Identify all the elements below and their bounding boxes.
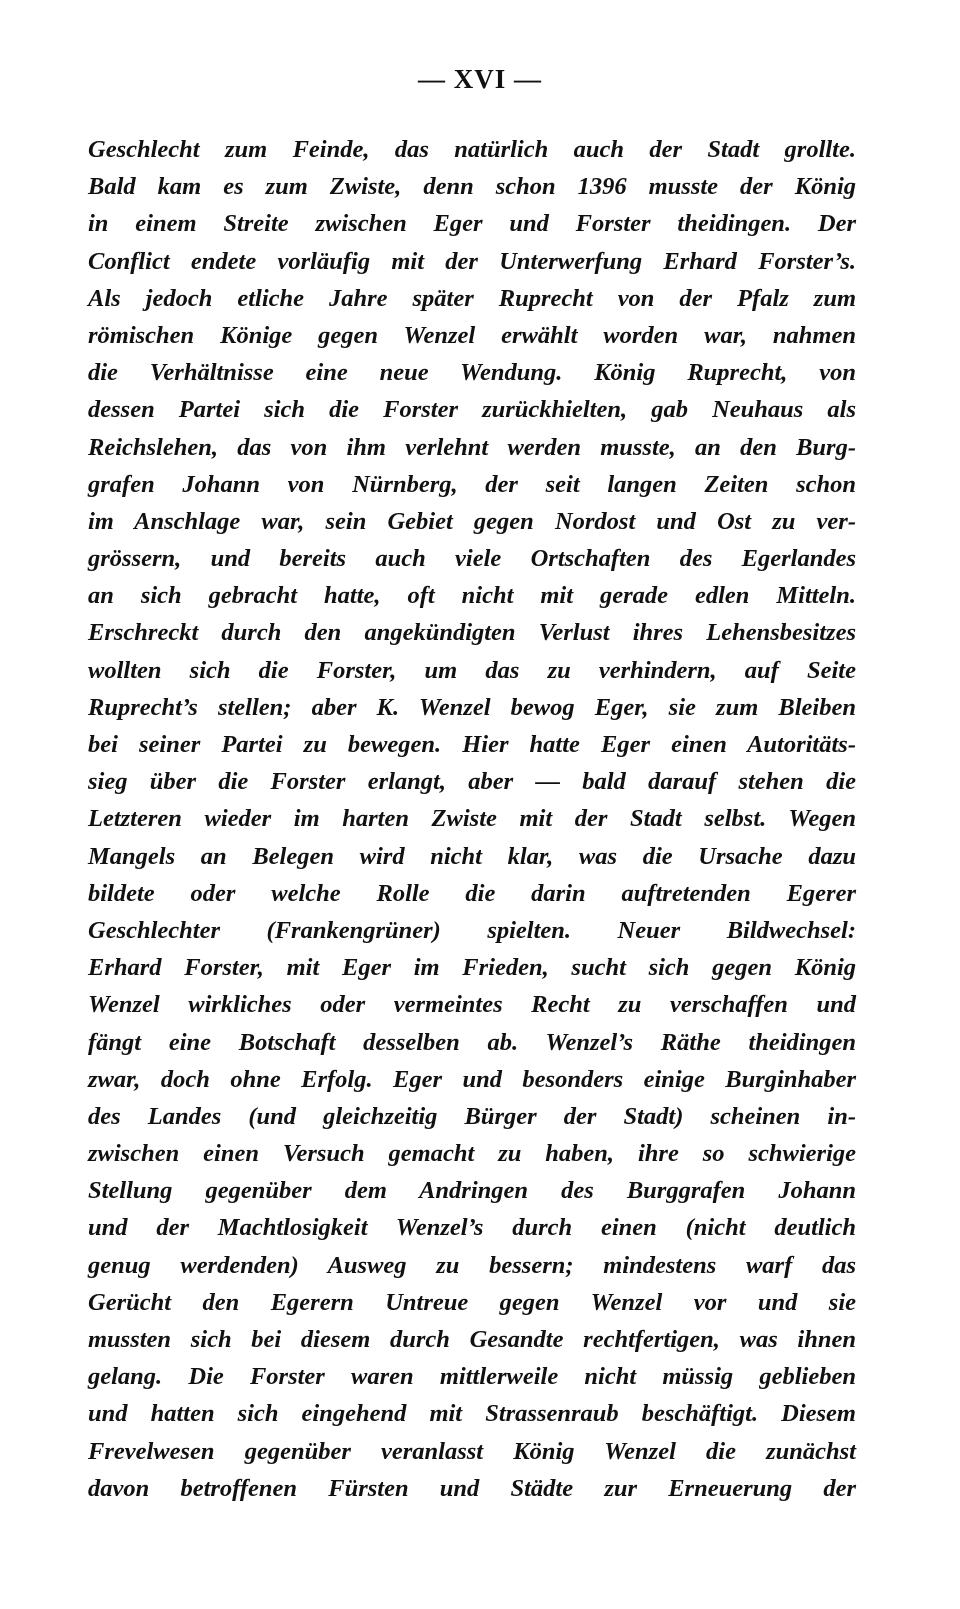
text-line: Frevelwesen gegenüber veranlasst König Wenzel die zunächst — [88, 1437, 856, 1465]
text-line: Mangels an Belegen wird nicht klar, was die Ursache dazu — [88, 842, 856, 870]
text-line: fängt eine Botschaft desselben ab. Wenzel’s Räthe theidingen — [88, 1028, 856, 1056]
text-line: und der Machtlosigkeit Wenzel’s durch einen (nicht deutlich — [88, 1214, 856, 1242]
text-line: zwar, doch ohne Erfolg. Eger und besonders einige Burginhaber — [88, 1065, 856, 1093]
text-line: bei seiner Partei zu bewegen. Hier hatte Eger einen Autoritäts- — [88, 731, 856, 758]
text-line: im Anschlage war, sein Gebiet gegen Nordost und Ost zu ver- — [88, 507, 856, 535]
text-line: und hatten sich eingehend mit Strassenraub beschäftigt. Diesem — [88, 1400, 856, 1428]
text-line: gelang. Die Forster waren mittlerweile nicht müssig geblieben — [88, 1363, 856, 1391]
text-line: Erhard Forster, mit Eger im Frieden, sucht sich gegen König — [88, 954, 856, 982]
text-line: wollten sich die Forster, um das zu verhindern, auf Seite — [88, 656, 856, 684]
text-line: Bald kam es zum Zwiste, denn schon 1396 musste der König — [88, 173, 856, 201]
text-line: Wenzel wirkliches oder vermeintes Recht zu verschaffen und — [88, 991, 856, 1019]
text-line: Stellung gegenüber dem Andringen des Burggrafen Johann — [88, 1177, 856, 1205]
text-line: mussten sich bei diesem durch Gesandte rechtfertigen, was ihnen — [88, 1326, 856, 1353]
text-line: Als jedoch etliche Jahre später Ruprecht von der Pfalz zum — [88, 284, 856, 312]
text-line: grössern, und bereits auch viele Ortschaften des Egerlandes — [88, 545, 856, 573]
text-line: in einem Streite zwischen Eger und Forster theidingen. Der — [88, 210, 856, 238]
text-line: Erschreckt durch den angekündigten Verlust ihres Lehensbesitzes — [88, 619, 856, 647]
text-line: Letzteren wieder im harten Zwiste mit der Stadt selbst. Wegen — [88, 805, 856, 833]
text-line: an sich gebracht hatte, oft nicht mit gerade edlen Mitteln. — [88, 582, 856, 610]
text-line: bildete oder welche Rolle die darin auftretenden Egerer — [88, 879, 856, 907]
text-line: Gerücht den Egerern Untreue gegen Wenzel vor und sie — [88, 1288, 856, 1316]
text-line: Geschlecht zum Feinde, das natürlich auch der Stadt grollte. — [88, 136, 856, 163]
text-line: die Verhältnisse eine neue Wendung. König Ruprecht, von — [88, 359, 856, 387]
text-line: davon betroffenen Fürsten und Städte zur Erneuerung der — [88, 1474, 856, 1502]
text-line: sieg über die Forster erlangt, aber — bald darauf stehen die — [88, 768, 856, 796]
page-number: — XVI — — [417, 64, 542, 94]
text-line: Conflict endete vorläufig mit der Unterwerfung Erhard Forster’s. — [88, 247, 856, 275]
text-line: genug werdenden) Ausweg zu bessern; mindestens warf das — [88, 1251, 856, 1279]
text-line: des Landes (und gleichzeitig Bürger der Stadt) scheinen in- — [88, 1102, 856, 1130]
text-line: Geschlechter (Frankengrüner) spielten. Neuer Bildwechsel: — [88, 916, 856, 944]
text-line: grafen Johann von Nürnberg, der seit langen Zeiten schon — [88, 470, 856, 498]
text-line: dessen Partei sich die Forster zurückhielten, gab Neuhaus als — [88, 396, 856, 424]
text-line: Ruprecht’s stellen; aber K. Wenzel bewog Eger, sie zum Bleiben — [88, 693, 856, 721]
body-text — [88, 131, 856, 1507]
text-line: zwischen einen Versuch gemacht zu haben, ihre so schwierige — [88, 1140, 856, 1168]
text-line: römischen Könige gegen Wenzel erwählt worden war, nahmen — [88, 321, 856, 349]
text-line: Reichslehen, das von ihm verlehnt werden musste, an den Burg- — [88, 433, 856, 461]
